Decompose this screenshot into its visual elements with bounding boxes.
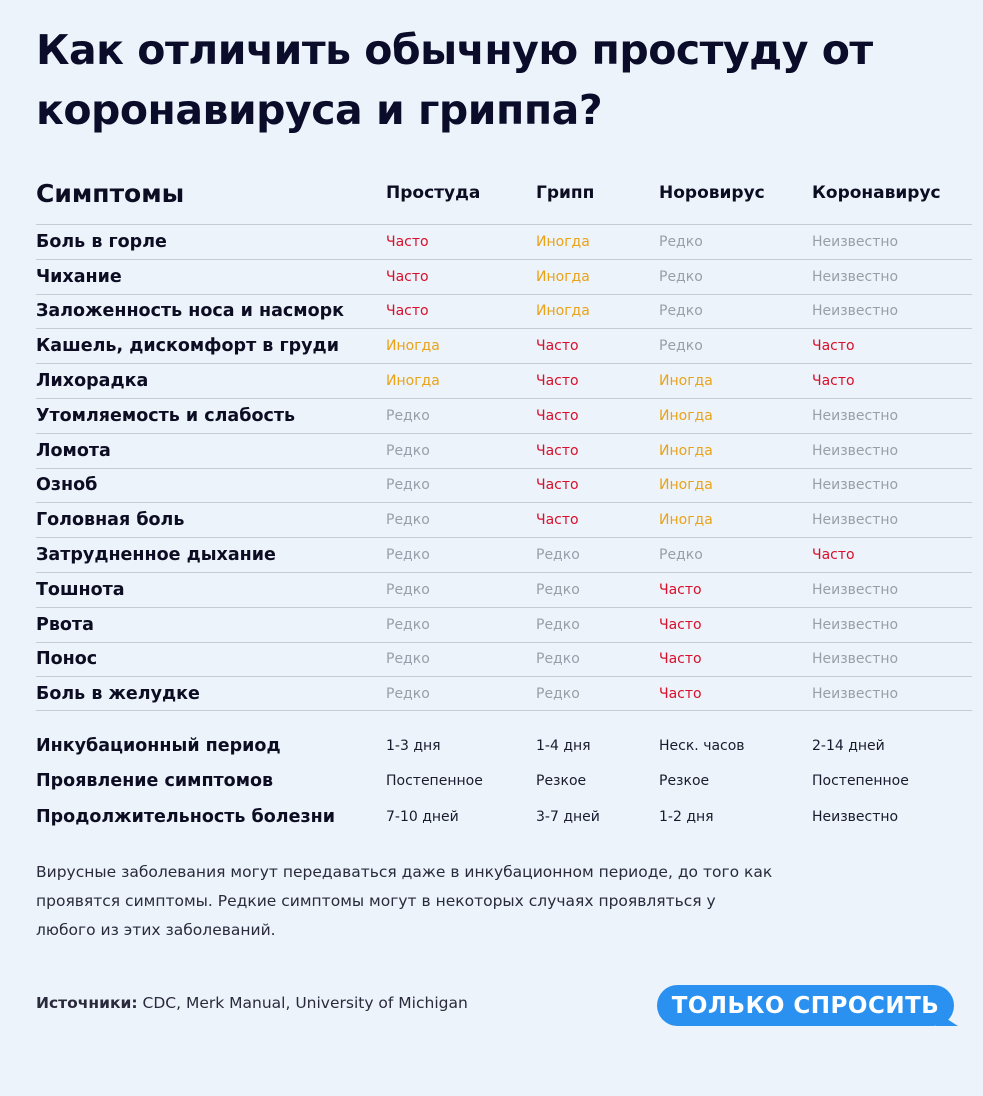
- stat-value: 1-4 дня: [536, 737, 591, 754]
- frequency-value: Часто: [812, 547, 855, 564]
- symptom-name: Боль в горле: [36, 231, 167, 252]
- stat-value: 3-7 дней: [536, 808, 600, 825]
- symptom-name: Утомляемость и слабость: [36, 405, 296, 426]
- symptom-row: [36, 224, 972, 259]
- frequency-value: Часто: [386, 303, 429, 320]
- stat-row: [36, 799, 972, 835]
- symptom-row: [36, 642, 972, 677]
- sources-label: Источники:: [36, 994, 138, 1012]
- symptom-name: Чихание: [36, 266, 122, 287]
- stat-value: 7-10 дней: [386, 808, 459, 825]
- stat-name: Продолжительность болезни: [36, 806, 335, 827]
- frequency-value: Часто: [536, 442, 579, 459]
- frequency-value: Часто: [659, 651, 702, 668]
- frequency-value: Редко: [386, 685, 430, 702]
- frequency-value: Неизвестно: [812, 651, 899, 668]
- symptom-row: [36, 328, 972, 363]
- frequency-value: Неизвестно: [812, 512, 899, 529]
- frequency-value: Часто: [536, 477, 579, 494]
- frequency-value: Иногда: [536, 303, 590, 320]
- symptom-row: [36, 363, 972, 398]
- symptom-row: [36, 468, 972, 503]
- frequency-value: Часто: [812, 338, 855, 355]
- frequency-value: Неизвестно: [812, 581, 899, 598]
- stat-name: Проявление симптомов: [36, 771, 274, 792]
- symptoms-heading: Симптомы: [36, 178, 185, 208]
- frequency-value: Неизвестно: [812, 268, 899, 285]
- symptom-name: Лихорадка: [36, 371, 149, 392]
- stats-table: [36, 728, 972, 835]
- frequency-value: Иногда: [386, 338, 440, 355]
- page-title: Как отличить обычную простуду от коронавируса и гриппа?: [36, 26, 873, 134]
- frequency-value: Редко: [386, 616, 430, 633]
- frequency-value: Часто: [536, 373, 579, 390]
- frequency-value: Неизвестно: [812, 442, 899, 459]
- frequency-value: Редко: [386, 407, 430, 424]
- stat-value: Постепенное: [812, 773, 909, 790]
- stat-value: Неск. часов: [659, 737, 745, 754]
- frequency-value: Часто: [536, 512, 579, 529]
- symptom-row: [36, 676, 972, 711]
- frequency-value: Редко: [386, 581, 430, 598]
- stat-row: [36, 728, 972, 764]
- symptom-name: Головная боль: [36, 510, 185, 531]
- frequency-value: Неизвестно: [812, 233, 899, 250]
- frequency-value: Неизвестно: [812, 685, 899, 702]
- frequency-value: Редко: [536, 547, 580, 564]
- stat-name: Инкубационный период: [36, 735, 281, 756]
- symptom-name: Ломота: [36, 440, 111, 461]
- frequency-value: Редко: [386, 547, 430, 564]
- stat-value: 2-14 дней: [812, 737, 885, 754]
- frequency-value: Неизвестно: [812, 616, 899, 633]
- symptom-name: Кашель, дискомфорт в груди: [36, 336, 339, 357]
- frequency-value: Иногда: [536, 233, 590, 250]
- frequency-value: Неизвестно: [812, 303, 899, 320]
- column-header-cold: Простуда: [386, 183, 481, 203]
- stat-value: 1-2 дня: [659, 808, 714, 825]
- symptom-row: [36, 537, 972, 572]
- frequency-value: Иногда: [659, 442, 713, 459]
- symptom-name: Боль в желудке: [36, 683, 200, 704]
- stat-value: Резкое: [536, 773, 587, 790]
- symptom-row: [36, 433, 972, 468]
- frequency-value: Часто: [659, 581, 702, 598]
- symptom-name: Озноб: [36, 475, 98, 496]
- frequency-value: Редко: [659, 303, 703, 320]
- frequency-value: Редко: [659, 547, 703, 564]
- symptom-row: [36, 607, 972, 642]
- frequency-value: Редко: [536, 581, 580, 598]
- symptom-row: [36, 259, 972, 294]
- frequency-value: Часто: [659, 685, 702, 702]
- symptom-row: [36, 572, 972, 607]
- frequency-value: Редко: [536, 685, 580, 702]
- symptom-name: Заложенность носа и насморк: [36, 301, 344, 322]
- frequency-value: Редко: [536, 616, 580, 633]
- frequency-value: Редко: [386, 651, 430, 668]
- frequency-value: Часто: [659, 616, 702, 633]
- stat-value: 1-3 дня: [386, 737, 441, 754]
- frequency-value: Редко: [386, 477, 430, 494]
- stat-row: [36, 764, 972, 800]
- frequency-value: Неизвестно: [812, 477, 899, 494]
- symptom-name: Понос: [36, 649, 98, 670]
- sources-text: CDC, Merk Manual, University of Michigan: [137, 994, 468, 1012]
- frequency-value: Иногда: [536, 268, 590, 285]
- symptom-row: [36, 502, 972, 537]
- stat-value: Резкое: [659, 773, 710, 790]
- column-header-flu: Грипп: [536, 183, 595, 203]
- sources-line: [36, 994, 468, 1012]
- frequency-value: Иногда: [659, 407, 713, 424]
- symptom-name: Затрудненное дыхание: [36, 545, 276, 566]
- symptom-row: [36, 398, 972, 433]
- logo-bubble-tail: [936, 1012, 958, 1026]
- column-header-norovirus: Норовирус: [659, 183, 765, 203]
- frequency-value: Редко: [659, 268, 703, 285]
- frequency-value: Иногда: [659, 512, 713, 529]
- frequency-value: Редко: [536, 651, 580, 668]
- frequency-value: Иногда: [659, 373, 713, 390]
- frequency-value: Иногда: [386, 373, 440, 390]
- frequency-value: Часто: [812, 373, 855, 390]
- note-text: Вирусные заболевания могут передаваться даже в инкубационном периоде, до того как проявятся симптомы. Редкие симптомы могут в некоторых случаях проявляться у любого из этих заболеваний.: [36, 863, 773, 939]
- frequency-value: Редко: [659, 338, 703, 355]
- symptom-name: Рвота: [36, 614, 94, 635]
- frequency-value: Редко: [386, 512, 430, 529]
- table-header: [36, 168, 972, 218]
- stat-value: Постепенное: [386, 773, 483, 790]
- frequency-value: Редко: [386, 442, 430, 459]
- brand-logo: ТОЛЬКО СПРОСИТЬ: [657, 985, 954, 1026]
- frequency-value: Иногда: [659, 477, 713, 494]
- frequency-value: Часто: [386, 233, 429, 250]
- frequency-value: Часто: [386, 268, 429, 285]
- stat-value: Неизвестно: [812, 808, 899, 825]
- symptom-row: [36, 294, 972, 329]
- symptoms-table: [36, 224, 972, 711]
- frequency-value: Редко: [659, 233, 703, 250]
- symptom-name: Тошнота: [36, 579, 125, 600]
- frequency-value: Неизвестно: [812, 407, 899, 424]
- frequency-value: Часто: [536, 338, 579, 355]
- column-header-coronavirus: Коронавирус: [812, 183, 941, 203]
- frequency-value: Часто: [536, 407, 579, 424]
